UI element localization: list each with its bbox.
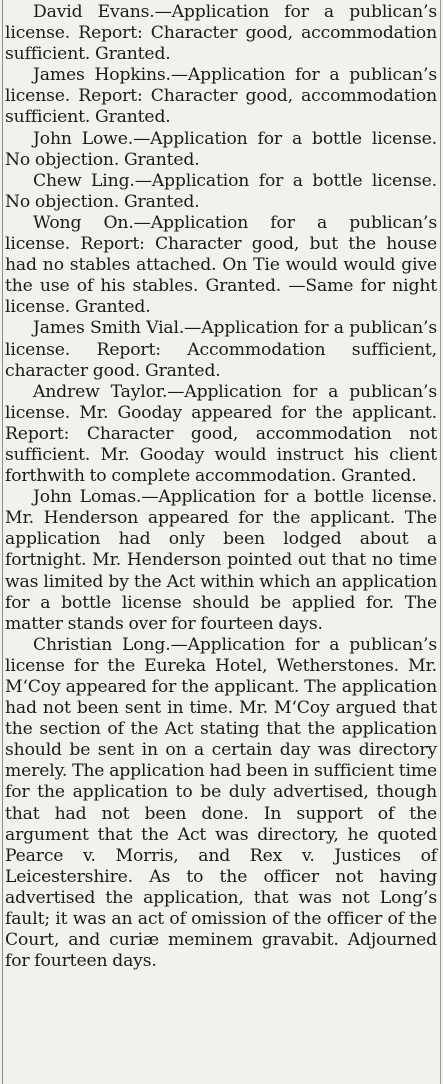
column-rule-right (440, 0, 441, 1084)
paragraph-john-lomas: John Lomas.—Application for a bottle license. Mr. Henderson appeared for the applicant. The application had only been lodged about a fortnight. Mr. Henderson pointed out that no time was limited by the Act within which an application for a bottle license should be applied for. The matter stands over for fourteen days. (5, 487, 437, 634)
paragraph-james-hopkins: James Hopkins.—Application for a publican’s license. Report: Character good, accommodation sufficient. Granted. (5, 65, 437, 128)
paragraph-chew-ling: Chew Ling.—Application for a bottle license. No objection. Granted. (5, 170, 437, 212)
paragraph-wong-on: Wong On.—Application for a publican’s license. Report: Character good, but the house had no stables attached. On Tie would would give the use of his stables. Granted. —Same for night license. Granted. (5, 212, 437, 318)
paragraph-david-evans: David Evans.—Application for a publican’s license. Report: Character good, accommodation sufficient. Granted. (5, 2, 437, 65)
paragraph-john-lowe: John Lowe.—Application for a bottle license. No objection. Granted. (5, 128, 437, 170)
newspaper-column (5, 2, 437, 972)
paragraph-christian-long: Christian Long.—Application for a publican’s license for the Eureka Hotel, Wetherstones. Mr. M‘Coy appeared for the applicant. The application had not been sent in time. Mr. M‘Coy argued that the section of the Act stating that the application should be sent in on a certain day was directory merely. The application had been in sufficient time for the application to be duly advertised, though that had not been done. In support of the argument that the Act was directory, he quoted Pearce v. Morris, and Rex v. Justices of Leicestershire. As to the officer not having advertised the application, that was not Long’s fault; it was an act of omission of the officer of the Court, and curiæ meminem gravabit. Adjourned for fourteen days. (5, 634, 437, 972)
column-rule (2, 0, 3, 1084)
paragraph-james-smith-vial: James Smith Vial.—Application for a publican’s license. Report: Accommodation sufficient, character good. Granted. (5, 318, 437, 381)
paragraph-andrew-taylor: Andrew Taylor.—Application for a publican’s license. Mr. Gooday appeared for the applicant. Report: Character good, accommodation not sufficient. Mr. Gooday would instruct his client forthwith to complete accommodation. Granted. (5, 381, 437, 487)
